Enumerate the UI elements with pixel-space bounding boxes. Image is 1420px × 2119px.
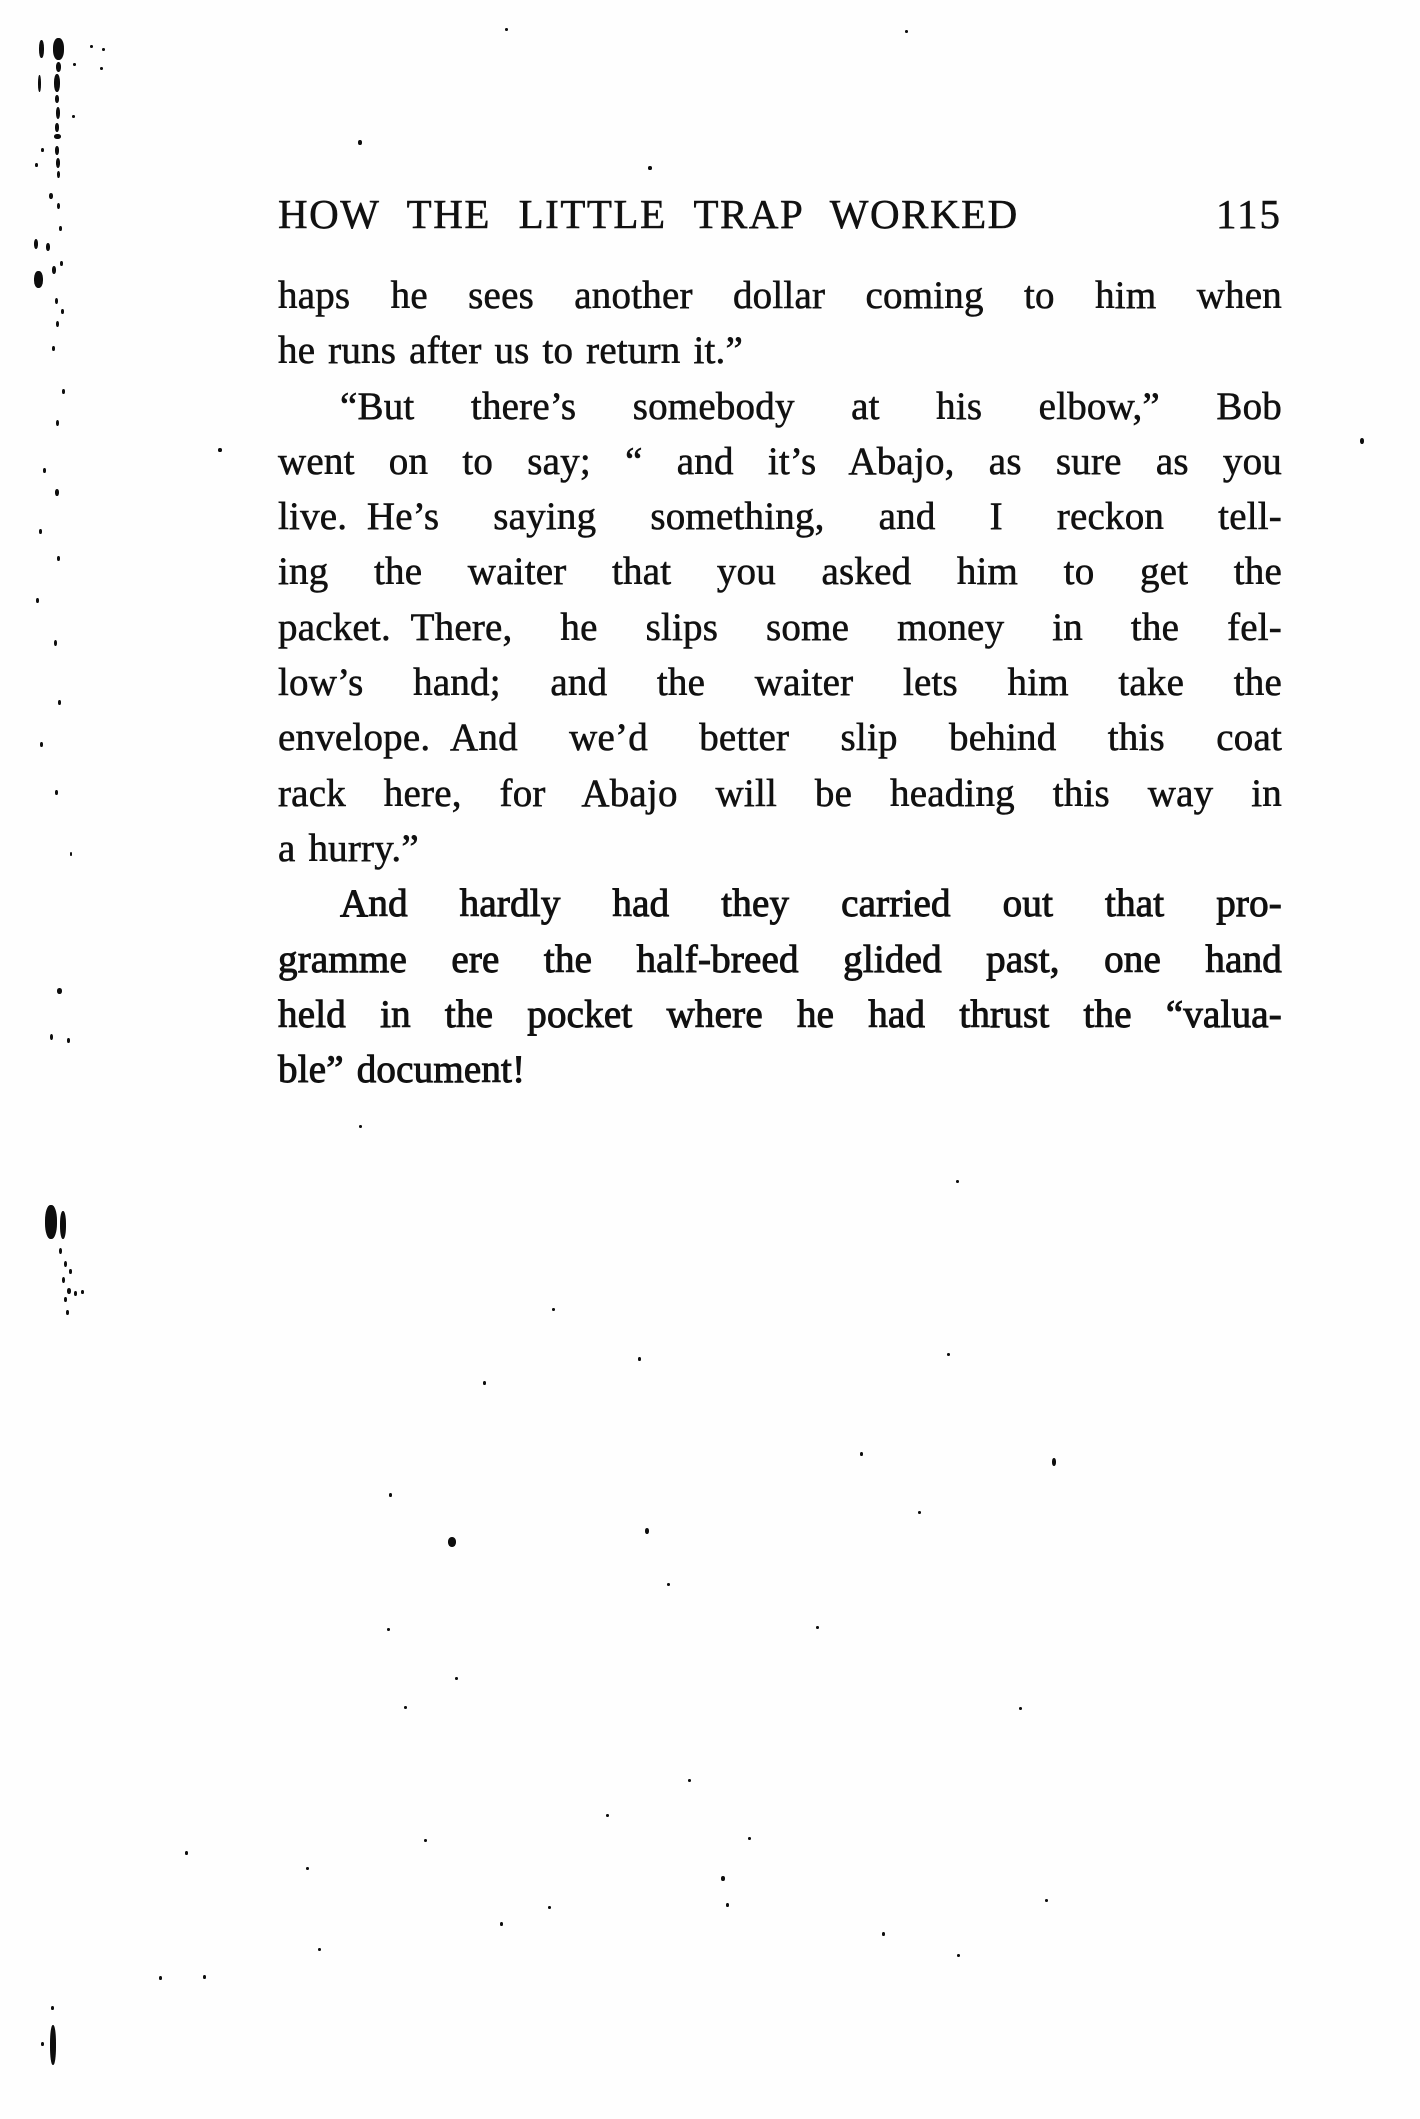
ink-speck — [483, 1381, 486, 1385]
ink-speck — [159, 1976, 162, 1980]
ink-speck — [55, 146, 59, 155]
ink-speck — [55, 790, 58, 795]
ink-speck — [318, 1948, 321, 1951]
text-line: held in the pocket where he had thrust the “valua- — [278, 992, 1282, 1036]
text-line: And hardly had they carried out that pro- — [340, 882, 1282, 926]
ink-speck — [90, 45, 93, 48]
ink-speck — [56, 321, 59, 327]
ink-speck — [54, 74, 60, 92]
ink-speck — [67, 1038, 70, 1043]
ink-speck — [59, 1248, 62, 1254]
ink-speck — [70, 852, 72, 856]
text-line: gramme ere the half-breed glided past, one hand — [278, 937, 1282, 981]
ink-speck — [500, 1922, 503, 1926]
ink-speck — [50, 1034, 53, 1040]
ink-speck — [62, 389, 65, 394]
ink-speck — [306, 1867, 309, 1870]
ink-speck — [52, 346, 55, 351]
ink-speck — [882, 1932, 885, 1936]
text-line: ing the waiter that you asked him to get the — [278, 550, 1282, 594]
page-body — [278, 268, 1282, 1097]
ink-speck — [947, 1353, 950, 1356]
paragraph — [278, 268, 1282, 379]
ink-speck — [55, 95, 59, 103]
text-line: a hurry.” — [278, 826, 419, 870]
ink-speck — [62, 1277, 65, 1283]
ink-speck — [455, 1677, 458, 1680]
ink-speck — [61, 309, 64, 314]
ink-speck — [905, 30, 908, 33]
ink-speck — [358, 140, 362, 145]
ink-speck — [59, 226, 62, 231]
text-line: live. He’s saying something, and I reckon tell- — [278, 495, 1282, 539]
ink-speck — [67, 1288, 71, 1294]
ink-speck — [74, 1291, 77, 1296]
ink-speck — [389, 1493, 392, 1497]
ink-speck — [41, 2042, 44, 2046]
ink-speck — [41, 148, 44, 152]
ink-speck — [38, 75, 41, 92]
ink-speck — [34, 271, 43, 288]
ink-speck — [45, 1205, 57, 1239]
text-line: ble” document! — [278, 1048, 526, 1092]
ink-speck — [54, 640, 57, 646]
paragraph — [278, 876, 1282, 1097]
ink-speck — [645, 1528, 649, 1534]
running-header — [278, 190, 1282, 238]
ink-speck — [748, 1837, 751, 1840]
ink-speck — [43, 468, 46, 473]
text-line: went on to say; “ and it’s Abajo, as sure as you — [278, 439, 1282, 483]
paragraph — [278, 379, 1282, 877]
ink-speck — [552, 1308, 555, 1311]
page-number: 115 — [1216, 191, 1282, 237]
ink-speck — [404, 1706, 407, 1709]
ink-speck — [816, 1626, 819, 1629]
ink-speck — [53, 38, 64, 60]
ink-speck — [50, 2025, 56, 2065]
ink-speck — [721, 1876, 725, 1881]
ink-speck — [918, 1511, 921, 1514]
text-line: he runs after us to return it.” — [278, 329, 743, 373]
ink-speck — [56, 420, 59, 426]
ink-speck — [54, 134, 61, 139]
ink-speck — [66, 1310, 69, 1315]
ink-speck — [956, 1180, 959, 1183]
ink-speck — [57, 988, 62, 994]
ink-speck — [638, 1357, 641, 1361]
ink-speck — [102, 48, 105, 51]
ink-speck — [55, 123, 59, 132]
ink-speck — [185, 1851, 188, 1855]
ink-speck — [57, 556, 60, 561]
ink-speck — [60, 1211, 66, 1239]
ink-speck — [60, 261, 63, 266]
ink-speck — [39, 529, 42, 534]
ink-speck — [203, 1975, 206, 1979]
ink-speck — [1045, 1899, 1048, 1902]
ink-speck — [57, 203, 60, 209]
ink-speck — [56, 62, 61, 72]
ink-speck — [81, 1290, 84, 1294]
ink-speck — [35, 163, 38, 167]
text-line: packet. There, he slips some money in the fel- — [278, 605, 1282, 649]
ink-speck — [505, 28, 508, 31]
ink-speck — [55, 298, 58, 304]
ink-speck — [46, 243, 50, 251]
ink-speck — [359, 1125, 362, 1128]
ink-speck — [1360, 438, 1364, 444]
ink-speck — [424, 1839, 427, 1842]
ink-speck — [1019, 1707, 1022, 1710]
ink-speck — [36, 598, 39, 603]
text-line: “But there’s somebody at his elbow,” Bob — [340, 384, 1282, 428]
ink-speck — [387, 1628, 390, 1631]
text-line: low’s hand; and the waiter lets him take the — [278, 661, 1282, 705]
ink-speck — [667, 1583, 670, 1586]
ink-speck — [726, 1903, 729, 1907]
chapter-title: HOW THE LITTLE TRAP WORKED — [278, 191, 1019, 237]
ink-speck — [64, 1261, 67, 1267]
ink-speck — [1052, 1458, 1056, 1466]
ink-speck — [688, 1779, 691, 1782]
ink-speck — [73, 63, 76, 66]
ink-speck — [51, 2006, 54, 2010]
ink-speck — [100, 67, 103, 70]
ink-speck — [58, 700, 61, 705]
ink-speck — [548, 1906, 551, 1909]
ink-speck — [648, 166, 652, 170]
ink-speck — [448, 1537, 456, 1547]
text-line: haps he sees another dollar coming to him when — [278, 274, 1282, 317]
ink-speck — [69, 1269, 72, 1274]
ink-speck — [49, 193, 53, 199]
text-line: envelope. And we’d better slip behind this coat — [278, 716, 1282, 760]
ink-speck — [52, 266, 56, 274]
ink-speck — [606, 1814, 609, 1817]
ink-speck — [56, 158, 60, 168]
ink-speck — [40, 742, 43, 747]
text-line: rack here, for Abajo will be heading this way in — [278, 771, 1282, 815]
ink-speck — [64, 1297, 67, 1302]
ink-speck — [39, 40, 44, 58]
ink-speck — [218, 448, 222, 452]
ink-speck — [55, 489, 59, 496]
ink-speck — [57, 171, 60, 178]
ink-speck — [957, 1954, 960, 1957]
ink-speck — [860, 1452, 863, 1456]
ink-speck — [56, 107, 60, 119]
ink-speck — [72, 115, 75, 118]
ink-speck — [34, 239, 38, 249]
